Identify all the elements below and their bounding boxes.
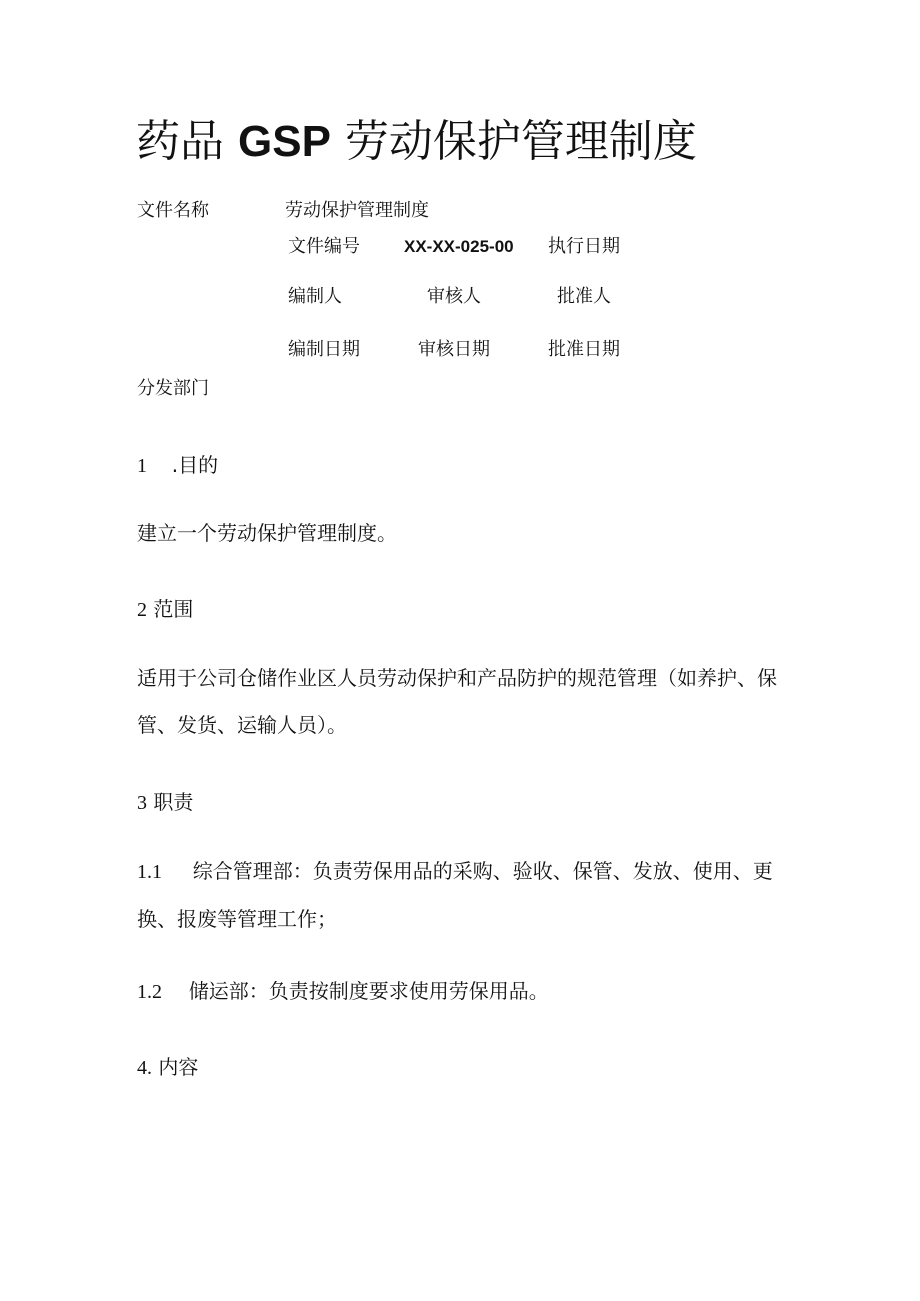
section-4-title: 内容 (158, 1055, 199, 1079)
section-1-number: 1 (137, 455, 147, 477)
effective-date-label: 执行日期 (548, 236, 620, 257)
reviewer-label: 审核人 (427, 286, 481, 307)
approver-label: 批准人 (557, 286, 611, 307)
section-3-2-number: 1.2 (137, 981, 162, 1003)
section-2-body-line-1: 适用于公司仓储作业区人员劳动保护和产品防护的规范管理（如养护、保 (137, 666, 777, 690)
document-title (136, 112, 697, 172)
file-number-value: XX-XX-025-00 (404, 237, 514, 256)
section-4-number: 4. (137, 1057, 152, 1079)
section-4-heading (137, 1053, 198, 1082)
section-1-heading (137, 451, 218, 480)
title-latin: GSP (238, 117, 331, 166)
section-3-1-number: 1.1 (137, 861, 162, 883)
distribution-label: 分发部门 (137, 378, 209, 399)
compiler-label: 编制人 (288, 286, 342, 307)
section-2-number: 2 (137, 599, 147, 621)
title-suffix: 劳动保护管理制度 (344, 116, 697, 167)
section-2-heading (137, 595, 193, 624)
section-3-1-text: 综合管理部：负责劳保用品的采购、验收、保管、发放、使用、更 (192, 859, 773, 883)
section-1-title: .目的 (171, 453, 219, 477)
section-3-heading (137, 788, 193, 817)
section-3-1 (137, 857, 773, 886)
file-name-value: 劳动保护管理制度 (285, 200, 429, 221)
section-2-title: 范围 (153, 597, 194, 621)
section-3-2 (137, 977, 549, 1006)
section-3-2-text: 储运部：负责按制度要求使用劳保用品。 (188, 979, 549, 1003)
approve-date-label: 批准日期 (548, 339, 620, 360)
file-number-label: 文件编号 (288, 236, 360, 257)
compile-date-label: 编制日期 (288, 339, 360, 360)
file-name-label: 文件名称 (137, 200, 209, 221)
section-3-number: 3 (137, 792, 147, 814)
title-prefix: 药品 (136, 116, 224, 167)
review-date-label: 审核日期 (418, 339, 490, 360)
section-3-1-line-2: 换、报废等管理工作； (137, 907, 337, 931)
section-3-title: 职责 (153, 790, 194, 814)
section-1-body: 建立一个劳动保护管理制度。 (137, 521, 397, 545)
section-2-body-line-2: 管、发货、运输人员）。 (137, 713, 347, 737)
